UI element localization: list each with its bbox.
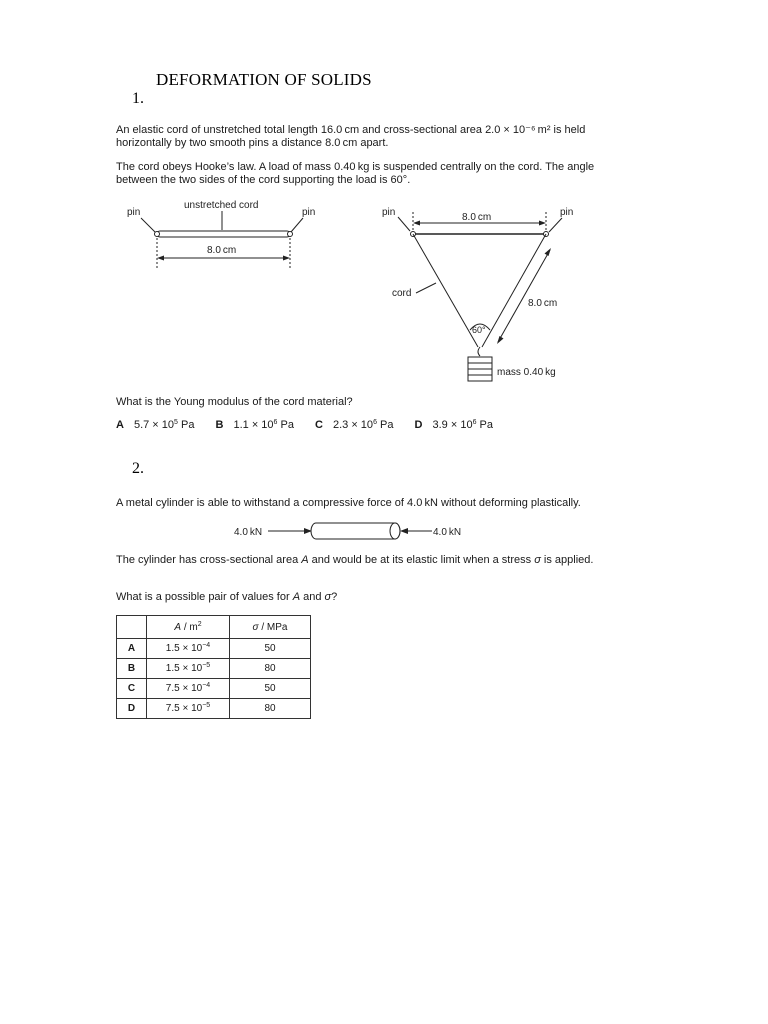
table-row[interactable] (117, 679, 311, 699)
answer-table (116, 615, 311, 719)
cord-left-side (413, 234, 478, 347)
cord-pointer-right (416, 283, 436, 293)
question-1-options (116, 419, 511, 431)
question-1-conditions: The cord obeys Hooke’s law. A load of mass 0.40 kg is suspended centrally on the cord. The angle between the two sides of the cord supporting the load is 60°. (116, 161, 595, 186)
left-pin-label: pin (127, 207, 141, 218)
option-b[interactable]: B $1.1 \times 10^6$ Pa (215, 419, 294, 431)
table-row[interactable] (117, 659, 311, 679)
right-diagram-pin-right-label: pin (560, 207, 574, 218)
row-stress: 50 (230, 639, 311, 659)
arrowhead-left (157, 256, 164, 261)
row-letter: C (117, 679, 147, 699)
row-letter: B (117, 659, 147, 679)
force-left-label: 4.0 kN (234, 527, 263, 538)
side-arrowhead-bottom (497, 336, 504, 344)
unstretched-cord-diagram (127, 200, 315, 270)
mass-label: mass 0.40 kg (497, 367, 556, 378)
row-area: $7.5 \times 10^{-5}$ (147, 699, 230, 719)
question-2-prompt: What is a possible pair of values for A and σ? (116, 591, 338, 603)
row-area: $7.5 \times 10^{-4}$ (147, 679, 230, 699)
row-area: $1.5 \times 10^{-5}$ (147, 659, 230, 679)
question-1-number: 1. (132, 90, 144, 107)
side-arrowhead-top (545, 248, 552, 256)
unstretched-cord-label: unstretched cord (184, 200, 259, 211)
right-diagram-pin-right-pointer (549, 218, 562, 232)
header-stress: σ / MPa (230, 616, 311, 639)
hook (478, 347, 480, 356)
cylinder-diagram (0, 515, 768, 550)
top-arrowhead-left (413, 221, 420, 226)
distance-label: 8.0 cm (207, 245, 237, 256)
question-2-number: 2. (132, 460, 144, 477)
row-stress: 50 (230, 679, 311, 699)
force-right-label: 4.0 kN (433, 527, 462, 538)
arrowhead-right (283, 256, 290, 261)
left-pin (155, 232, 160, 237)
loaded-cord-diagram (382, 207, 573, 381)
table-row[interactable] (117, 699, 311, 719)
cord-right-side (482, 234, 546, 347)
row-area: $1.5 \times 10^{-4}$ (147, 639, 230, 659)
cord-diagrams (0, 190, 768, 390)
left-pin-pointer (141, 218, 156, 233)
cylinder-end (390, 523, 400, 539)
question-2-intro: A metal cylinder is able to withstand a compressive force of 4.0 kN without deforming plastically. (116, 497, 581, 509)
question-1-prompt: What is the Young modulus of the cord material? (116, 396, 353, 408)
header-area: A / $m^2$ (147, 616, 230, 639)
row-stress: 80 (230, 659, 311, 679)
table-header (117, 616, 311, 639)
row-letter: D (117, 699, 147, 719)
right-pin-pointer (291, 218, 303, 232)
option-c[interactable]: C $2.3 \times 10^6$ Pa (315, 419, 394, 431)
right-pin (288, 232, 293, 237)
top-arrowhead-right (539, 221, 546, 226)
question-1-intro: An elastic cord of unstretched total length 16.0 cm and cross-sectional area 2.0 × 10⁻⁶ m² is held horizontally by two smooth pins a distance 8.0 cm apart. (116, 124, 586, 149)
option-a[interactable]: A $5.7 \times 10^5$ Pa (116, 419, 195, 431)
row-letter: A (117, 639, 147, 659)
side-length-arrow (498, 250, 550, 342)
cord-label: cord (392, 288, 412, 299)
unstretched-cord (157, 231, 290, 237)
row-stress: 80 (230, 699, 311, 719)
page-title: DEFORMATION OF SOLIDS (156, 70, 372, 89)
option-d[interactable]: D $3.9 \times 10^6$ Pa (414, 419, 493, 431)
side-length-label: 8.0 cm (528, 298, 558, 309)
right-diagram-pin-left-label: pin (382, 207, 396, 218)
angle-label: 60° (472, 325, 486, 335)
table-row[interactable] (117, 639, 311, 659)
right-diagram-pin-left-pointer (398, 217, 410, 231)
header-empty (117, 616, 147, 639)
question-2-conditions: The cylinder has cross-sectional area A and would be at its elastic limit when a stress σ is applied. (116, 554, 594, 566)
right-pin-label: pin (302, 207, 316, 218)
metal-cylinder (311, 523, 400, 539)
top-distance-label: 8.0 cm (462, 212, 492, 223)
